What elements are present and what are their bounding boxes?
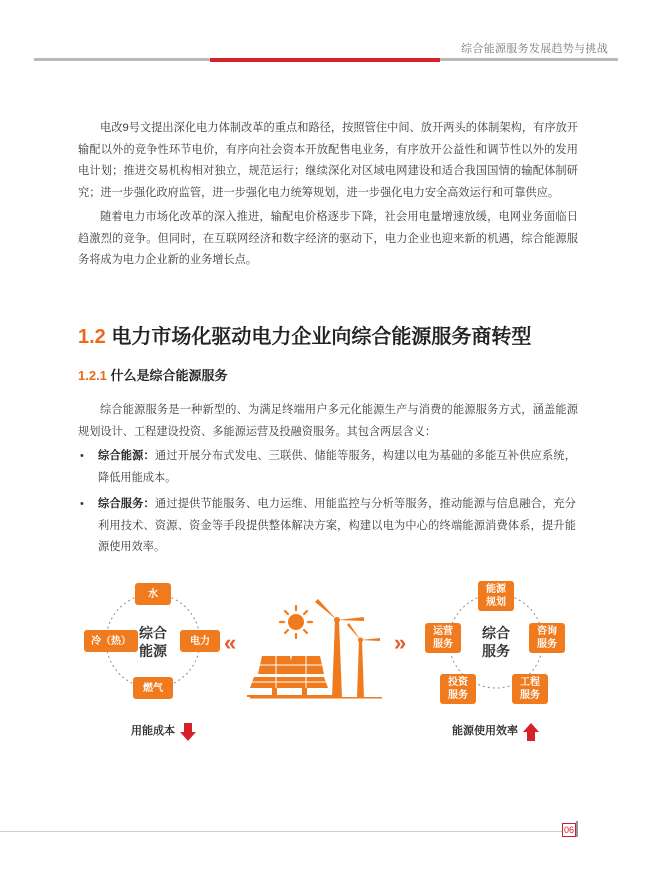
subsection-number: 1.2.1: [78, 368, 107, 383]
right-center-label: [476, 624, 516, 660]
bullet-dot: •: [80, 498, 84, 510]
node-label-line: 规划: [486, 597, 506, 608]
section-heading: [78, 320, 531, 349]
arrow-down-icon: [180, 723, 196, 741]
bullet-text: 通过提供节能服务、电力运维、用能监控与分析等服务，推动能源与信息融合，充分利用技术、资源、资金等手段提供整体解决方案，构建以电为中心的终端能源消费体系，提升能源使用效率。: [98, 498, 576, 553]
node-label-line: 服务: [433, 639, 453, 650]
bullet-item: [80, 446, 576, 489]
bullet-text: 通过开展分布式发电、三联供、储能等服务，构建以电为基础的多能互补供应系统，降低用能成本。: [98, 450, 576, 484]
node-label-line: 服务: [537, 639, 557, 650]
bullet-term: 综合服务：: [98, 498, 155, 510]
node-operation-service: [425, 623, 461, 653]
right-center-line: 服务: [482, 643, 510, 659]
header-title: 综合能源服务发展趋势与挑战: [461, 43, 608, 55]
section-paragraph: 综合能源服务是一种新型的、为满足终端用户多元化能源生产与消费的能源服务方式，涵盖能源规划设计、工程建设投资、多能源运营及投融资服务。其包含两层含义：: [78, 404, 578, 438]
node-investment-service: [440, 674, 476, 704]
section-title: 电力市场化驱动电力企业向综合能源服务商转型: [111, 326, 532, 348]
subsection-heading: [78, 365, 228, 384]
node-label-line: 投资: [448, 677, 468, 688]
node-consulting-service: [529, 623, 565, 653]
page-marker: [576, 821, 578, 837]
sun-icon: [280, 606, 312, 638]
intro-paragraph-2: 随着电力市场化改革的深入推进，输配电价格逐步下降，社会用电量增速放缓，电网业务面临日趋激烈的竞争。但同时，在互联网经济和数字经济的驱动下，电力企业也迎来新的机遇，综合能源服务将成为电力企业新的业务增长点。: [78, 211, 578, 266]
node-water: 水: [135, 583, 171, 605]
node-label-line: 工程: [520, 677, 540, 688]
subsection-title: 什么是综合能源服务: [110, 368, 228, 383]
node-gas: 燃气: [133, 677, 173, 699]
energy-service-diagram: [0, 560, 650, 750]
right-center-line: 综合: [482, 625, 510, 641]
bullet-term: 综合能源：: [98, 450, 155, 462]
node-label-line: 运营: [433, 626, 453, 637]
section-number: 1.2: [78, 326, 106, 348]
bullet-item: [80, 494, 576, 559]
node-cooling-heating: 冷（热）: [84, 630, 138, 652]
header-accent-bar: [210, 58, 440, 62]
node-electricity: 电力: [180, 630, 220, 652]
intro-paragraph-1: 电改9号文提出深化电力体制改革的重点和路径，按照管住中间、放开两头的体制架构，有序放开输配以外的竞争性环节电价，有序向社会资本开放配售电业务，有序放开公益性和调节性以外的发用电计划；推进交易机构相对独立，规范运行；继续深化对区域电网建设和适合我国国情的输配体制研究；进一步强化政府监管，进一步强化电力统筹规划，进一步强化电力安全高效运行和可靠供应。: [78, 122, 578, 199]
bullet-dot: •: [80, 450, 84, 462]
left-center-line: 能源: [139, 643, 167, 659]
arrow-up-icon: [523, 723, 539, 741]
left-caption: 用能成本: [131, 725, 175, 737]
node-label-line: 服务: [448, 690, 468, 701]
solar-panel-icon: [247, 656, 335, 697]
right-caption: 能源使用效率: [452, 725, 518, 737]
node-label-line: 能源: [486, 584, 506, 595]
chevron-left-icon: «: [224, 630, 237, 655]
node-energy-planning: [478, 581, 514, 611]
left-center-label: [133, 624, 173, 660]
footer-divider: [0, 831, 568, 832]
left-center-line: 综合: [139, 625, 167, 641]
node-label-line: 服务: [520, 690, 540, 701]
page-number: 06: [563, 825, 574, 835]
diagram-graphics: [0, 560, 650, 750]
node-engineering-service: [512, 674, 548, 704]
chevron-right-icon: »: [394, 630, 407, 655]
node-label-line: 咨询: [537, 626, 557, 637]
